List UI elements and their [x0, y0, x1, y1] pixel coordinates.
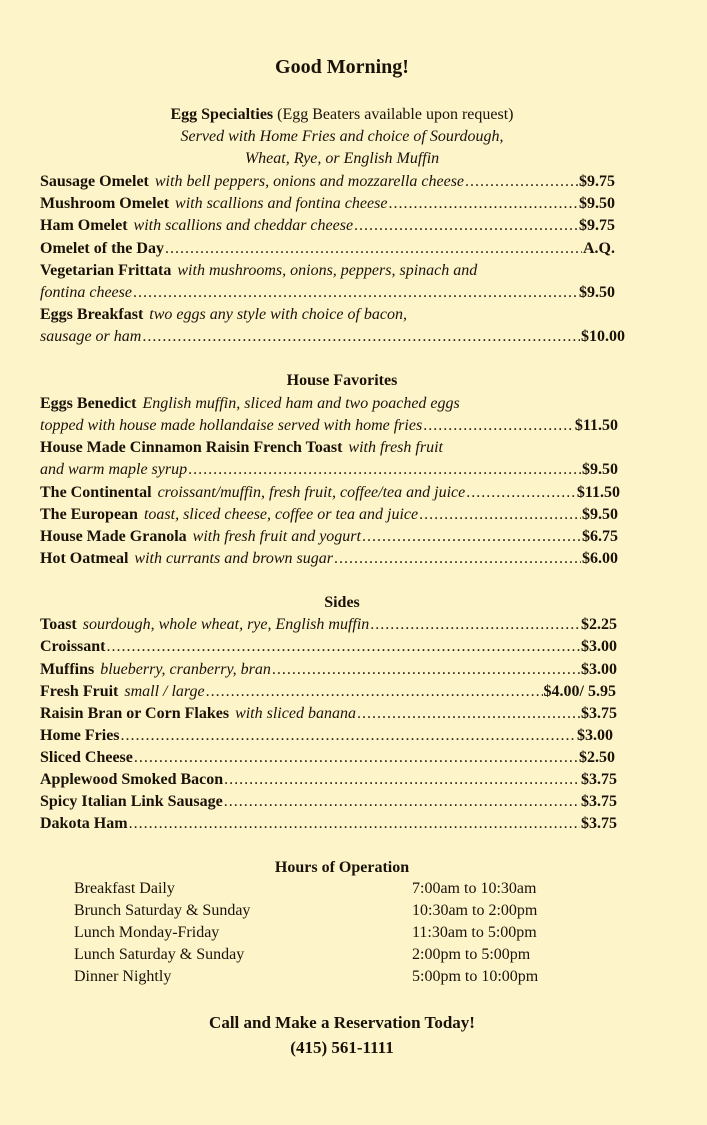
leader-dots [370, 614, 580, 636]
leader-dots [134, 747, 578, 769]
item-name: Ham Omelet [40, 217, 128, 234]
item-desc-cont: fontina cheese [40, 284, 132, 301]
page-title: Good Morning! [275, 56, 409, 78]
item-price: $6.00 [582, 550, 618, 567]
item-name: Dakota Ham [40, 815, 128, 832]
hours-label: Lunch Saturday & Sunday [74, 946, 245, 963]
menu-item [40, 614, 617, 636]
item-price: $9.50 [579, 284, 615, 301]
egg-section-heading [0, 104, 684, 126]
menu-item [40, 238, 615, 260]
menu-item [40, 636, 617, 658]
item-desc-cont: and warm maple syrup [40, 461, 188, 478]
item-desc: with fresh fruit [348, 439, 443, 456]
menu-item [40, 548, 618, 570]
item-price: $11.50 [574, 417, 618, 434]
item-price: $2.50 [579, 749, 615, 766]
leader-dots [224, 769, 580, 791]
leader-dots [466, 482, 576, 504]
menu-item-continued [40, 459, 618, 481]
item-price: $3.75 [581, 793, 617, 810]
item-name: Home Fries [40, 727, 120, 744]
egg-note: (Egg Beaters available upon request) [273, 106, 514, 123]
item-desc: croissant/muffin, fresh fruit, coffee/tea and juice [157, 484, 466, 501]
leader-dots [419, 504, 581, 526]
item-name: Spicy Italian Link Sausage [40, 793, 223, 810]
egg-subtitle-2: Wheat, Rye, or English Muffin [244, 150, 440, 167]
item-price: $9.50 [579, 195, 615, 212]
item-name: Toast [40, 616, 77, 633]
item-desc: two eggs any style with choice of bacon, [149, 306, 407, 323]
item-price: $3.75 [581, 705, 617, 722]
item-name: Mushroom Omelet [40, 195, 170, 212]
menu-item [40, 747, 615, 769]
item-price: $3.00 [581, 638, 617, 655]
item-desc: with mushrooms, onions, peppers, spinach and [177, 262, 478, 279]
menu-item-continued [40, 282, 615, 304]
item-name: Fresh Fruit [40, 683, 119, 700]
hours-time: 7:00am to 10:30am [412, 880, 537, 897]
menu-item [40, 813, 617, 835]
leader-dots [465, 171, 578, 193]
menu-item [40, 504, 618, 526]
hours-section-heading [0, 857, 684, 879]
item-name: Applewood Smoked Bacon [40, 771, 224, 788]
leader-dots [121, 725, 576, 747]
item-price: $2.25 [581, 616, 617, 633]
leader-dots [107, 636, 581, 658]
reservation-callout: Call and Make a Reservation Today! [209, 1013, 475, 1032]
sides-heading: Sides [324, 594, 360, 611]
item-desc: blueberry, cranberry, bran [100, 661, 271, 678]
item-name: The European [40, 506, 138, 523]
hours-time: 2:00pm to 5:00pm [412, 946, 531, 963]
leader-dots [133, 282, 578, 304]
item-price: $3.75 [581, 771, 617, 788]
item-price: $9.75 [579, 173, 615, 190]
hours-label: Lunch Monday-Friday [74, 924, 220, 941]
item-desc: with bell peppers, onions and mozzarella cheese [154, 173, 465, 190]
leader-dots [129, 813, 580, 835]
menu-item [40, 304, 407, 326]
item-desc: English muffin, sliced ham and two poached eggs [142, 395, 460, 412]
menu-item [40, 725, 613, 747]
item-name: Muffins [40, 661, 95, 678]
leader-dots [354, 215, 578, 237]
item-price: $9.50 [582, 461, 618, 478]
item-name: Eggs Benedict [40, 395, 137, 412]
item-name: Hot Oatmeal [40, 550, 129, 567]
menu-item [40, 482, 620, 504]
hours-time: 5:00pm to 10:00pm [412, 968, 539, 985]
leader-dots [357, 703, 580, 725]
leader-dots [206, 681, 543, 703]
item-price: $3.00 [577, 727, 613, 744]
menu-item [40, 437, 443, 459]
item-name: Vegetarian Frittata [40, 262, 172, 279]
leader-dots [224, 791, 580, 813]
menu-item [40, 681, 616, 703]
item-name: House Made Granola [40, 528, 187, 545]
item-desc: with scallions and cheddar cheese [133, 217, 354, 234]
hours-label: Dinner Nightly [74, 968, 172, 985]
item-price: $11.50 [576, 484, 620, 501]
item-desc: toast, sliced cheese, coffee or tea and juice [143, 506, 419, 523]
menu-item [40, 769, 617, 791]
menu-item [40, 393, 460, 415]
menu-item-continued [40, 415, 618, 437]
item-price: $3.00 [581, 661, 617, 678]
item-price: $9.50 [582, 506, 618, 523]
item-price: $10.00 [581, 328, 625, 345]
menu-item [40, 260, 477, 282]
item-name: Croissant [40, 638, 106, 655]
item-desc: with sliced banana [235, 705, 356, 722]
house-section-heading [0, 370, 684, 392]
leader-dots [362, 526, 581, 548]
item-desc: with currants and brown sugar [134, 550, 333, 567]
item-price: A.Q. [583, 240, 615, 257]
leader-dots [423, 415, 574, 437]
egg-heading: Egg Specialties [170, 106, 274, 123]
item-name: The Continental [40, 484, 152, 501]
leader-dots [188, 459, 581, 481]
phone-number: (415) 561-1111 [290, 1038, 394, 1057]
leader-dots [142, 326, 580, 348]
item-desc-cont: topped with house made hollandaise served with home fries [40, 417, 423, 434]
menu-item [40, 171, 615, 193]
hours-label: Brunch Saturday & Sunday [74, 902, 251, 919]
menu-item [40, 215, 615, 237]
item-name: Omelet of the Day [40, 240, 164, 257]
item-desc: small / large [124, 683, 205, 700]
hours-label: Breakfast Daily [74, 880, 175, 897]
leader-dots [334, 548, 581, 570]
item-desc-cont: sausage or ham [40, 328, 142, 345]
menu-item [40, 526, 618, 548]
item-name: Eggs Breakfast [40, 306, 144, 323]
hours-time: 11:30am to 5:00pm [412, 924, 537, 941]
item-name: Sausage Omelet [40, 173, 149, 190]
item-desc: with scallions and fontina cheese [175, 195, 388, 212]
item-name: Sliced Cheese [40, 749, 133, 766]
item-price: $3.75 [581, 815, 617, 832]
item-price: $6.75 [582, 528, 618, 545]
menu-item [40, 703, 617, 725]
item-price: $9.75 [579, 217, 615, 234]
egg-subtitle-1: Served with Home Fries and choice of Sourdough, [180, 128, 504, 145]
item-desc: with fresh fruit and yogurt [192, 528, 361, 545]
item-name: House Made Cinnamon Raisin French Toast [40, 439, 343, 456]
menu-item [40, 791, 617, 813]
item-price: $4.00/ 5.95 [543, 683, 616, 700]
hours-time: 10:30am to 2:00pm [412, 902, 538, 919]
item-desc: sourdough, whole wheat, rye, English muffin [82, 616, 370, 633]
leader-dots [272, 659, 580, 681]
leader-dots [388, 193, 578, 215]
menu-item [40, 659, 617, 681]
house-heading: House Favorites [286, 372, 398, 389]
menu-item [40, 193, 615, 215]
leader-dots [165, 238, 582, 260]
sides-section-heading [0, 592, 684, 614]
menu-item-continued [40, 326, 625, 348]
item-name: Raisin Bran or Corn Flakes [40, 705, 230, 722]
hours-heading: Hours of Operation [274, 859, 410, 876]
